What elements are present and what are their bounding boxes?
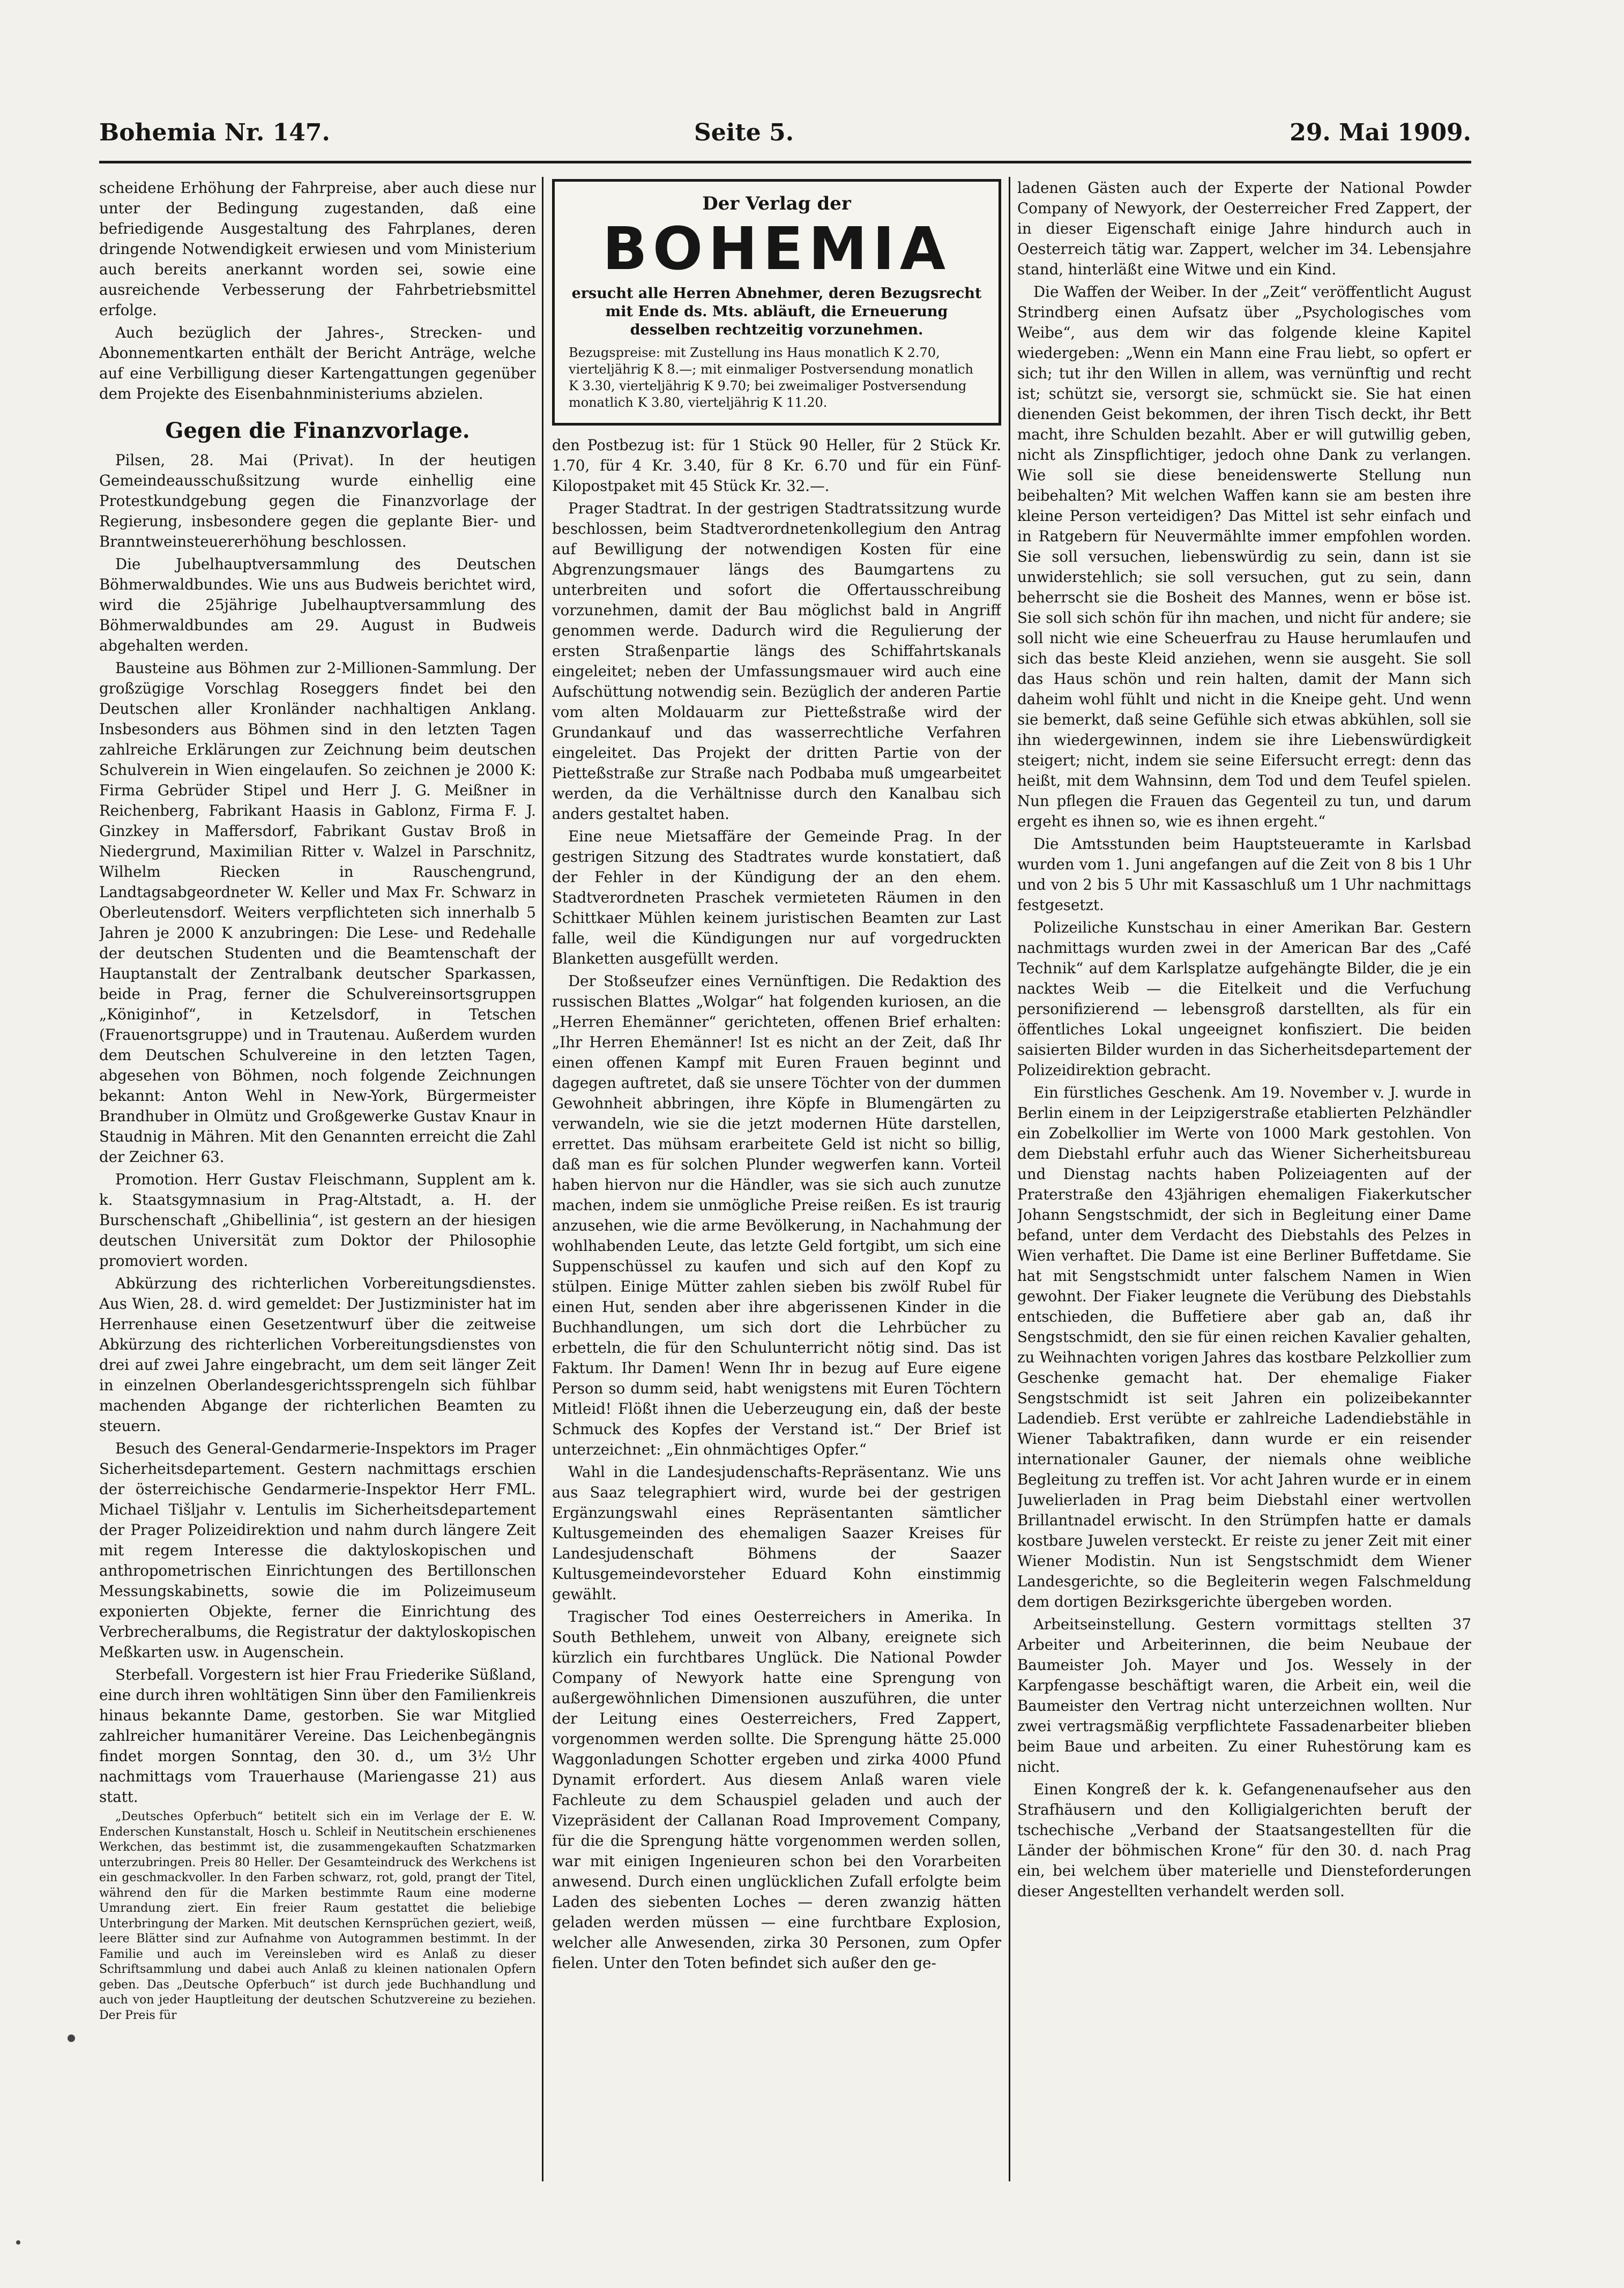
article-text: Arbeitseinstellung. Gestern vormittags stellten 37 Arbeiter und Arbeiterinnen, die beim Neubaue der Baumeister Joh. Mayer und Jos. Wessely in der Karpfengasse beschäftigt waren, die Arbeit ein, weil die Baumeister den Vertrag nicht unterzeichnen wollten. Nur zwei vertragsmäßig verpflichtete Fassadenarbeiter blieben beim Baue und arbeiten. Zu einer Ruhestörung kam es nicht. — [1017, 1615, 1471, 1776]
column-3 — [1017, 178, 1471, 2172]
binding-hole-mark — [16, 2240, 20, 2245]
article-text: scheidene Erhöhung der Fahrpreise, aber auch diese nur unter der Bedingung zugestanden, daß eine befriedigende Ausgestaltung des Fahrplanes, deren dringende Notwendigkeit erwiesen und vom Ministerium auch bereits anerkannt worden sei, sowie eine ausreichende Verbesserung der Fahrbetriebsmittel erfolge. — [99, 179, 536, 319]
header-publication: Bohemia Nr. 147. — [99, 119, 330, 146]
header-rule — [99, 161, 1471, 163]
ad-brand-name: BOHEMIA — [602, 214, 951, 283]
article-text: Bausteine aus Böhmen zur 2-Millionen-Sammlung. Der großzügige Vorschlag Roseggers findet bei den Deutschen aller Kronländer nachhaltigen Anklang. Insbesonders aus Böhmen sind in den letzten Tagen zahlreiche Erklärungen zur Zeichnung beim deutschen Schulverein in Wien eingelaufen. So zeichnen je 2000 K: Firma Gebrüder Stipel und Herr J. G. Meißner in Reichenberg, Fabrikant Haasis in Gablonz, Firma F. J. Ginzkey in Maffersdorf, Fabrikant Gustav Broß in Niedergrund, Maximilian Ritter v. Walzel in Parschnitz, Wilhelm Riecken in Rauschengrund, Landtagsabgeordneter W. Keller und Max Fr. Schwarz in Oberleutensdorf. Weiters verpflichteten sich innerhalb 5 Jahren je 2000 K anzubringen: Die Lese- und Redehalle der deutschen Studenten und die Beamtenschaft der Hauptanstalt der Zentralbank deutscher Sparkassen, beide in Prag, ferner die Schulvereinsortsgruppen „Königinhof“, in Ketzelsdorf, in Tetschen (Frauenortsgruppe) und in Trautenau. Außerdem wurden dem Deutschen Schulvereine in den letzten Tagen, abgesehen von Böhmen, noch folgende Zeichnungen bekannt: Anton Wehl in New-York, Bürgermeister Brandhuber in Olmütz und Großgewerke Gustav Knaur in Staudnig in Mähren. Mit den Genannten erreicht die Zahl der Zeichner 63. — [99, 659, 536, 1166]
binding-hole-mark — [68, 2034, 75, 2042]
article-text: „Deutsches Opferbuch“ betitelt sich ein im Verlage der E. W. Enderschen Kunstanstalt, Hosch u. Schleif in Neutitschein erschienenes Werkchen, das bestimmt ist, die zusammengekauften Schatzmarken unterzubringen. Preis 80 Heller. Der Gesamteindruck des Werkchens ist ein geschmackvoller. In den Farben schwarz, rot, gold, prangt der Titel, während den für die Marken bestimmte Raum eine moderne Umrandung ziert. Ein freier Raum gestattet die beliebige Unterbringung der Marken. Mit deutschen Kernsprüchen geziert, weiß, leere Blätter sind zur Aufnahme von Autogrammen bestimmt. In der Familie und auch im Vereinsleben wird es Anlaß zu dieser Schriftsammlung und dabei auch Anlaß zu kleinen nationalen Opfern geben. Das „Deutsche Opferbuch“ ist durch jede Buchhandlung und auch von jeder Hauptleitung der deutschen Schutzvereine zu beziehen. Der Preis für — [99, 1810, 536, 2022]
article-text: Die Jubelhauptversammlung des Deutschen Böhmerwaldbundes. Wie uns aus Budweis berichtet wird, wird die 25jährige Jubelhauptversammlung des Böhmerwaldbundes am 29. August in Budweis abgehalten werden. — [99, 555, 536, 654]
header-date: 29. Mai 1909. — [1290, 119, 1471, 146]
section-heading: Gegen die Finanzvorlage. — [165, 418, 470, 443]
column-1 — [99, 178, 536, 2172]
article-text: Besuch des General-Gendarmerie-Inspektors im Prager Sicherheitsdepartement. Gestern nachmittags erschien der österreichische Gendarmerie-Inspektor Herr FML. Michael Tišljahr v. Lentulis im Sicherheitsdepartement der Prager Polizeidirektion und nahm durch längere Zeit mit regem Interesse die daktyloskopischen und anthropometrischen Einrichtungen des Bertillonschen Messungskabinetts, sowie die im Polizeimuseum exponierten Objekte, ferner die Einrichtung des Verbrecheralbums, die Registratur der daktyloskopischen Meßkarten usw. in Augenschein. — [99, 1440, 536, 1661]
header-page-number: Seite 5. — [694, 119, 794, 146]
article-text: Promotion. Herr Gustav Fleischmann, Supplent am k. k. Staatsgymnasium in Prag-Altstadt, a. H. der Burschenschaft „Ghibellinia“, ist gestern an der hiesigen deutschen Universität zum Doktor der Philosophie promoviert worden. — [99, 1171, 536, 1270]
article-text: Tragischer Tod eines Oesterreichers in Amerika. In South Bethlehem, unweit von Albany, ereignete sich kürzlich ein furchtbares Unglück. Die National Powder Company of Newyork hatte eine Sprengung von außergewöhnlichen Dimensionen auszuführen, die unter der Leitung eines Oesterreichers, Fred Zappert, vorgenommen werden sollte. Die Sprengung hätte 25.000 Waggonladungen Schotter ergeben und zirka 4000 Pfund Dynamit erfordert. Aus diesem Anlaß waren viele Fachleute zu dem Schauspiel geladen und auch der Vizepräsident der Callanan Road Improvement Company, für die die Sprengung hätte vorgenommen werden sollen, war mit einigen Ingenieuren schon bei den Vorarbeiten anwesend. Durch einen unglücklichen Zufall erfolgte beim Laden des siebenten Loches — deren zwanzig hätten geladen werden müssen — eine furchtbare Explosion, welcher alle Anwesenden, zirka 30 Personen, zum Opfer fielen. Unter den Toten befindet sich außer den ge- — [552, 1608, 1001, 1972]
article-text: Einen Kongreß der k. k. Gefangenenaufseher aus den Strafhäusern und den Kolligialgerichten beruft der tschechische „Verband der Staatsangestellten für die Länder der böhmischen Krone“ für den 30. d. nach Prag ein, bei welchem über materielle und Diensteforderungen dieser Angestellten verhandelt werden soll. — [1017, 1780, 1471, 1900]
article-text: Sterbefall. Vorgestern ist hier Frau Friederike Süßland, eine durch ihren wohltätigen Sinn über den Familienkreis hinaus bekannte Dame, gestorben. Sie war Mitglied zahlreicher humanitärer Vereine. Das Leichenbegängnis findet morgen Sonntag, den 30. d., um 3½ Uhr nachmittags vom Trauerhause (Mariengasse 21) aus statt. — [99, 1666, 536, 1806]
article-text: Die Amtsstunden beim Hauptsteueramte in Karlsbad wurden vom 1. Juni angefangen auf die Zeit von 8 bis 1 Uhr und von 2 bis 5 Uhr mit Kassaschluß um 1 Uhr nachmittags festgesetzt. — [1017, 835, 1471, 914]
article-text: Prager Stadtrat. In der gestrigen Stadtratssitzung wurde beschlossen, beim Stadtverordnetenkollegium den Antrag auf Bewilligung der notwendigen Kosten für eine Abgrenzungsmauer längs des Baumgartens zu unterbreiten und sofort die Offertausschreibung vorzunehmen, damit der Bau möglichst bald in Angriff genommen werde. Dadurch wird die Regulierung der ersten Straßenpartie längs des Schiffahrtskanals eingeleitet; neben der Umfassungsmauer wird auch eine Aufschüttung notwendig sein. Bezüglich der anderen Partie vom alten Moldauarm zur Pietteßstraße wird der Grundankauf und das wasserrechtliche Verfahren eingeleitet. Das Projekt der dritten Partie von der Pietteßstraße zur Straße nach Podbaba muß umgearbeitet werden, da die Verhältnisse durch den Kanalbau sich anders gestaltet haben. — [552, 500, 1001, 823]
article-text: Der Stoßseufzer eines Vernünftigen. Die Redaktion des russischen Blattes „Wolgar“ hat folgenden kuriosen, an die „Herren Ehemänner“ gerichteten, offenen Brief erhalten: „Ihr Herren Ehemänner! Ist es nicht an der Zeit, daß Ihr einen offenen Kampf mit Euren Frauen beginnt und dagegen auftretet, daß sie unsere Töchter von der dummen Gewohnheit abbringen, ihre Köpfe in Blumengärten zu verwandeln, wie sie die jetzt modernen Hüte darstellen, errettet. Das mühsam erarbeitete Geld ist nicht so billig, daß man es für solchen Plunder wegwerfen kann. Vorteil haben hiervon nur die Händler, was sie sich auch zunutze machen, indem sie unmögliche Preise reißen. Es ist traurig anzusehen, wie die arme Bevölkerung, in Nachahmung der wohlhabenden Leute, das letzte Geld fortgibt, um sich eine Suppenschüssel zu kaufen und sich auf den Kopf zu stülpen. Einige Mütter zahlen sieben bis zwölf Rubel für einen Hut, senden aber ihre abgerissenen Kinder in die Buchhandlungen, um sich dort die Lehrbücher zu erbetteln, die für den Schulunterricht nötig sind. Das ist Faktum. Ihr Damen! Wenn Ihr in bezug auf Eure eigene Person so dumm seid, habt wenigstens mit Euren Töchtern Mitleid! Flößt ihnen die Ueberzeugung ein, daß der beste Schmuck des Kopfes der Verstand ist.“ Der Brief ist unterzeichnet: „Ein ohnmächtiges Opfer.“ — [552, 972, 1001, 1458]
ad-notice: ersucht alle Herren Abnehmer, deren Bezugsrecht mit Ende ds. Mts. abläuft, die Erneuerung desselben rechtzeitig vorzunehmen. — [571, 285, 982, 338]
page-header — [99, 119, 1471, 151]
subscription-advertisement — [552, 179, 1001, 426]
article-text: Abkürzung des richterlichen Vorbereitungsdienstes. Aus Wien, 28. d. wird gemeldet: Der Justizminister hat im Herrenhause einen Gesetzentwurf über die zeitweise Abkürzung des richterlichen Vorbereitungsdienstes von drei auf zwei Jahre eingebracht, um dem seit länger Zeit in einzelnen Oberlandesgerichtssprengeln sich fühlbar machenden Abgange der richterlichen Beamten zu steuern. — [99, 1275, 536, 1435]
article-text: Die Waffen der Weiber. In der „Zeit“ veröffentlicht August Strindberg einen Aufsatz über „Psychologisches vom Weibe“, aus dem wir das folgende kleine Kapitel wiedergeben: „Wenn ein Mann eine Frau liebt, so opfert er sich; tut ihr den Willen in allem, was vernünftig und recht ist; schützt sie, versorgt sie, schmückt sie. Sie hat einen dienenden Geist bekommen, der ihren Tisch deckt, ihr Bett macht, ihre Schulden bezahlt. Aber er will gutwillig geben, nicht als Zinspflichtiger, jedoch ohne Dank zu verlangen. Wie soll sie diese beneidenswerte Stellung nun beibehalten? Mit welchen Waffen kann sie am besten ihre kleine Person verteidigen? Das Mittel ist sehr einfach und in Ratgebern für Neuvermählte immer empfohlen worden. Sie soll versuchen, liebenswürdig zu sein, dann ist sie unwiderstehlich; sie soll versuchen, gut zu sein, dann beherrscht sie die Bosheit des Mannes, wenn er böse ist. Sie soll sich schön für ihn machen, und nicht für andere; sie soll nicht wie eine Scheuerfrau zu Hause herumlaufen und sich das beste Kleid anziehen, wenn sie ausgeht. Sie soll das Haus schön und rein halten, damit der Mann sich daheim wohl fühlt und nicht in die Kneipe geht. Und wenn sie bemerkt, daß seine Gefühle sich etwas abkühlen, soll sie ihn wiedergewinnen, indem sie ihre Liebenswürdigkeit steigert; nicht, indem sie seine Eifersucht erregt: denn das heißt, mit dem Wahnsinn, dem Tod und dem Teufel spielen. Nun pflegen die Frauen das Gegenteil zu tun, und darum ergeht es ihnen so, wie es ihnen ergeht.“ — [1017, 283, 1471, 830]
article-text: Ein fürstliches Geschenk. Am 19. November v. J. wurde in Berlin einem in der Leipzigerstraße etablierten Pelzhändler ein Zobelkollier im Werte von 1000 Mark gestohlen. Von dem Diebstahl erfuhr auch das Wiener Sicherheitsbureau und Dienstag nachts haben Polizeiagenten auf der Praterstraße den 43jährigen ehemaligen Fiakerkutscher Johann Sengstschmidt, der sich in Begleitung einer Dame befand, unter dem Verdacht des Diebstahls des Pelzes in Wien verhaftet. Die Dame ist eine Berliner Buffetdame. Sie hat mit Sengstschmidt unter falschem Namen in Wien gewohnt. Der Fiaker leugnete die Verübung des Diebstahls entschieden, die Buffetiere aber gab an, daß ihr Sengstschmidt, den sie für einen reichen Kavalier gehalten, zu Weihnachten vorigen Jahres das kostbare Pelzkollier zum Geschenke gemacht hat. Der ehemalige Fiaker Sengstschmidt ist seit Jahren ein polizeibekannter Ladendieb. Erst verübte er zahlreiche Ladendiebstähle in Wiener Tabaktrafiken, dann wurde er ein reisender internationaler Gauner, der niemals ohne weibliche Begleitung zu treffen ist. Vor acht Jahren wurde er in einem Juwelierladen in Prag beim Diebstahl einer wertvollen Brillantnadel erwischt. In den Strümpfen hatte er damals kostbare Juwelen versteckt. Er reiste zu jener Zeit mit einer Wiener Modistin. Nun ist Sengstschmidt dem Wiener Landesgerichte, so die Begleiterin wegen Falschmeldung dem dortigen Bezirksgerichte übergeben worden. — [1017, 1084, 1471, 1611]
article-text: Polizeiliche Kunstschau in einer Amerikan Bar. Gestern nachmittags wurden zwei in der American Bar des „Café Technik“ auf dem Karlsplatze aufgehängte Bilder, die je ein nacktes Weib — die Eitelkeit und die Verfuchung personifizierend — lebensgroß darstellten, als für ein öffentliches Lokal ungeeignet konfisziert. Die beiden saisierten Bilder wurden in das Sicherheitsdepartement der Polizeidirektion gebracht. — [1017, 919, 1471, 1079]
column-divider-2 — [1009, 177, 1010, 2181]
article-text: Eine neue Mietsaffäre der Gemeinde Prag. In der gestrigen Sitzung des Stadtrates wurde konstatiert, daß der Fehler in der Kündigung der an den ehem. Stadtverordneten Praschek vermieteten Räumen in den Schittkaer Mühlen keinem juristischen Beamten zur Last falle, weil die Kündigungen nur auf vorgedruckten Blanketten ausgefüllt werden. — [552, 828, 1001, 967]
ad-publisher-line: Der Verlag der — [702, 193, 851, 214]
article-text: Auch bezüglich der Jahres-, Strecken- und Abonnementkarten enthält der Bericht Anträge, welche auf eine Verbilligung dieser Kartengattungen gegenüber dem Projekte des Eisenbahnministeriums abzielen. — [99, 324, 536, 403]
article-text: Wahl in die Landesjudenschafts-Repräsentanz. Wie uns aus Saaz telegraphiert wird, wurde bei der gestrigen Ergänzungswahl eines Repräsentanten sämtlicher Kultusgemeinden des ehemaligen Saazer Kreises für Landesjudenschaft Böhmens der Saazer Kultusgemeindevorsteher Eduard Kohn einstimmig gewählt. — [552, 1463, 1001, 1603]
article-text: Pilsen, 28. Mai (Privat). In der heutigen Gemeindeausschußsitzung wurde einhellig eine Protestkundgebung gegen die Finanzvorlage der Regierung, insbesondere gegen die geplante Bier- und Branntweinsteuererhöhung beschlossen. — [99, 451, 536, 550]
column-divider-1 — [542, 177, 543, 2181]
article-text: ladenen Gästen auch der Experte der National Powder Company of Newyork, der Oesterreicher Fred Zappert, der in dieser Eigenschaft einige Jahre hindurch auch in Oesterreich tätig war. Zappert, welcher im 34. Lebensjahre stand, hinterläßt eine Witwe und ein Kind. — [1017, 179, 1471, 278]
ad-prices: Bezugspreise: mit Zustellung ins Haus monatlich K 2.70, vierteljährig K 8.—; mit einmaliger Postversendung monatlich K 3.30, vierteljährig K 9.70; bei zweimaliger Postversendung monatlich K 3.80, vierteljährig K 11.20. — [569, 345, 974, 410]
article-text: den Postbezug ist: für 1 Stück 90 Heller, für 2 Stück Kr. 1.70, für 4 Kr. 3.40, für 8 Kr. 6.70 und für ein Fünf-Kilopostpaket mit 45 Stück Kr. 32.—. — [552, 436, 1001, 495]
column-2 — [552, 178, 1001, 2172]
